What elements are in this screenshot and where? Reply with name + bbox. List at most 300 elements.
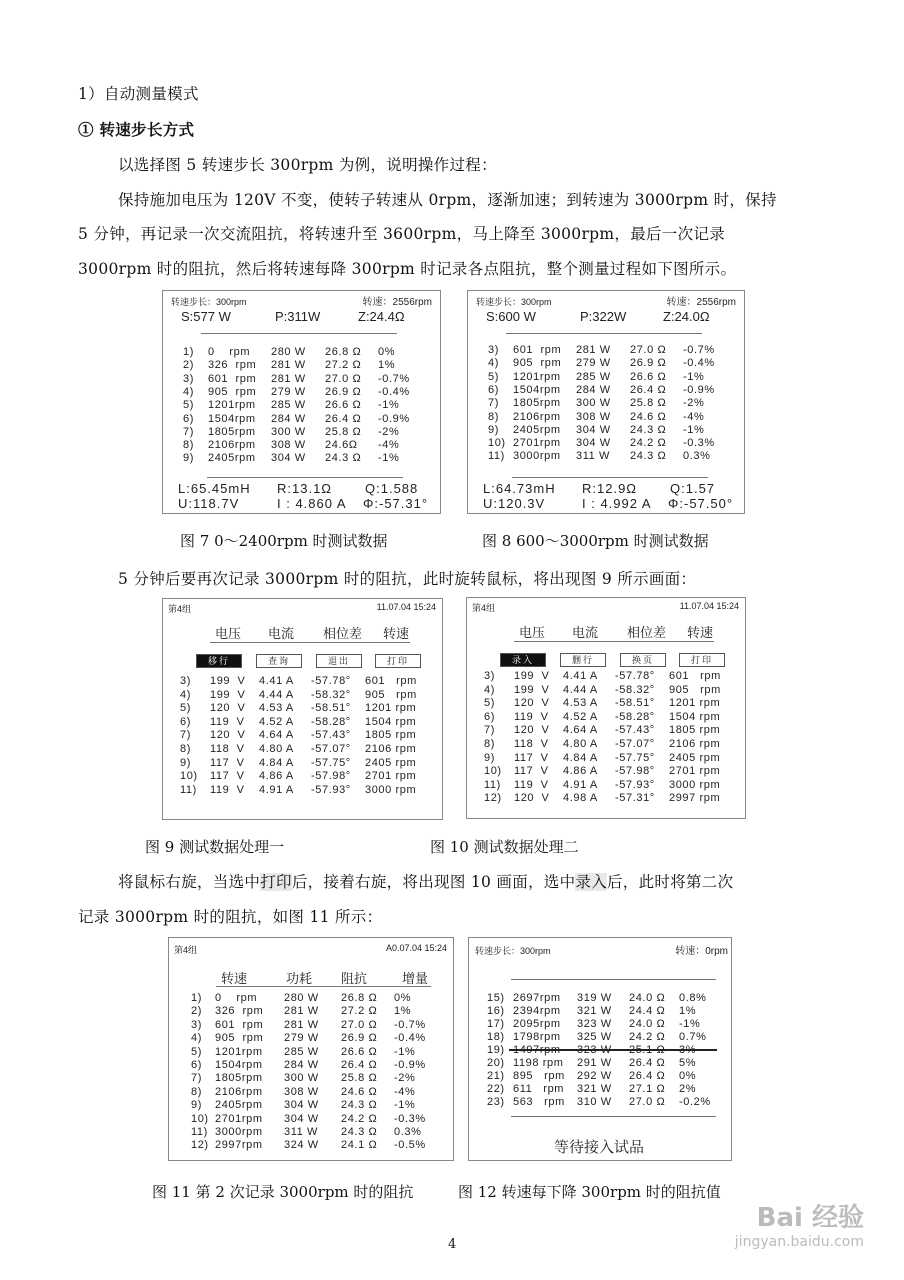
cell: -2% [378,425,400,438]
table-row [169,1086,453,1100]
voltage: U:120.3V [483,496,546,511]
cell: 0.7% [679,1031,707,1043]
cell: 5) [488,370,499,383]
cell: 304 W [284,1112,319,1125]
watermark [735,1197,864,1250]
table-row [469,1005,731,1019]
cell: 304 W [271,452,306,465]
cell: 2405 rpm [669,751,721,764]
cell: 118 V [210,743,245,755]
cell: 199 V [514,670,550,682]
figure-8-screen [467,290,745,514]
strike-line [509,1049,717,1051]
cell: 4.84 A [563,751,598,764]
table-row [468,344,744,358]
cell: -4% [683,410,705,423]
table-row [469,1096,731,1110]
cell: 601 rpm [669,670,721,682]
cell: 1805rpm [513,397,561,410]
cell: 4.84 A [259,756,294,769]
cell: 6) [180,715,191,728]
cell: 26.8 Ω [325,346,362,358]
cell: 119 V [514,778,549,791]
cell: -1% [683,423,705,436]
cell: 2405rpm [513,423,561,436]
cell: 4.52 A [259,715,294,728]
table-row [469,992,731,1006]
cell: 281 W [271,359,306,372]
cell: 0 rpm [215,992,258,1004]
cell: 12) [484,792,502,805]
cell: 601 rpm [513,344,562,356]
table-row [467,684,745,698]
cell: 18) [487,1031,505,1043]
datetime: 11.07.04 15:24 [376,602,436,612]
cell: 117 V [210,770,245,783]
cell: 118 V [514,738,549,750]
highlight-print: 打印 [260,873,292,891]
cell: 6) [183,412,194,425]
cell: 26.9 Ω [630,357,667,370]
cell: 24.2 Ω [630,437,667,450]
cell: -57.75° [311,756,351,769]
cell: 563 rpm [513,1096,565,1108]
cell: 24.6Ω [325,439,358,452]
cell: 1805rpm [208,425,256,438]
table-row [163,439,440,453]
cell: 119 V [210,783,245,796]
cell: -1% [394,1099,416,1112]
apparent-power: S:600 W [486,309,536,324]
paragraph: 记录 3000rpm 时的阻抗，如图 11 所示： [78,908,383,926]
cell: 4.86 A [563,765,598,778]
cell: 4) [488,357,499,370]
cell: -4% [378,439,400,452]
cell: 1201rpm [215,1045,263,1058]
paragraph: 保持施加电压为 120V 不变，使转子转速从 0rpm，逐渐加速；到转速为 3000rpm 时，保持 [118,191,777,209]
cell: -0.3% [394,1112,426,1125]
cell: 0% [394,992,412,1004]
cell: 24.0 Ω [629,992,666,1004]
cell: 3) [484,670,495,682]
cell: 284 W [271,412,306,425]
cell: 905 rpm [669,683,721,696]
column-header: 转速 [383,626,410,641]
cell: 2405rpm [208,452,256,465]
cell: 120 V [210,729,246,742]
cell: 2106rpm [208,439,256,452]
text: 后，接着右旋，将出现图 10 画面，选中 [291,873,576,891]
cell: 117 V [210,756,245,769]
cell: 285 W [271,399,306,412]
table-row [469,1083,731,1097]
cell: 24.6 Ω [630,410,667,423]
table-row [467,711,745,725]
cell: 2106rpm [513,410,561,423]
cell: 4.44 A [563,683,598,696]
cell: 1504rpm [208,412,256,425]
cell: 0% [378,346,396,358]
cell: 1504 rpm [365,715,417,728]
cell: -0.4% [683,357,715,370]
cell: -57.78° [311,675,351,687]
column-header: 电流 [268,626,295,641]
cell: 325 W [577,1031,612,1043]
cell: 601 rpm [365,675,417,687]
cell: 24.3 Ω [630,450,667,463]
cell: -57.93° [615,778,655,791]
button-3[interactable]: 退出 [316,654,362,668]
cell: 9) [488,423,499,436]
cell: 26.6 Ω [630,370,667,383]
cell: 281 W [284,1005,319,1018]
cell: 4.98 A [563,792,598,805]
cell: 895 rpm [513,1070,565,1082]
button-2[interactable]: 删行 [560,653,606,667]
cell: 27.0 Ω [629,1096,666,1108]
cell: 905 rpm [513,357,562,370]
cell: 284 W [576,383,611,396]
cell: -0.7% [378,372,410,385]
table-row [467,738,745,752]
cell: 4.52 A [563,710,598,723]
cell: 308 W [284,1085,319,1098]
cell: 5) [191,1045,202,1058]
cell: 1805 rpm [365,729,417,742]
cell: 7) [180,729,191,742]
cell: 27.2 Ω [325,359,362,372]
table-row [163,413,440,427]
cell: 11) [191,1126,208,1138]
button-2[interactable]: 查询 [256,654,302,668]
cell: 1201 rpm [669,697,721,710]
table-row [169,1059,453,1073]
resistance: R:12.9Ω [582,481,638,496]
cell: 321 W [577,1005,612,1017]
cell: 2% [679,1083,697,1095]
cell: 117 V [514,751,549,764]
table-row [468,371,744,385]
current: I : 4.860 A [277,496,347,511]
cell: 905 rpm [208,385,257,398]
table-row [467,724,745,738]
table-row [467,752,745,766]
cell: -0.7% [683,344,715,356]
cell: 26.4 Ω [629,1057,666,1069]
divider [512,477,708,478]
cell: 7) [191,1072,202,1085]
cell: 24.4 Ω [629,1005,666,1017]
cell: 9) [191,1099,202,1112]
cell: 27.0 Ω [630,344,667,356]
cell: 0.8% [679,992,707,1004]
cell: 19) [487,1044,505,1056]
heading-speed-step: ① 转速步长方式 [78,120,195,139]
cell: -0.5% [394,1139,426,1152]
cell: 0% [679,1070,697,1082]
current-speed: 转速：0rpm [675,946,728,957]
table-row [469,1070,731,1084]
paragraph: 3000rpm 时的阻抗，然后将转速每降 300rpm 时记录各点阻抗，整个测量过程如下图所示。 [78,260,737,278]
cell: 2) [183,359,194,372]
column-header: 阻抗 [341,971,368,986]
divider [514,641,714,642]
cell: -4% [394,1085,416,1098]
cell: 24.0 Ω [629,1018,666,1030]
cell: 8) [180,743,191,755]
impedance: Z:24.0Ω [663,309,710,324]
cell: 12) [191,1139,209,1152]
table-row [163,702,442,716]
cell: 4.91 A [563,778,598,791]
cell: 1198 rpm [513,1057,564,1069]
table-row [468,450,744,464]
table-row [467,765,745,779]
divider [216,986,431,987]
caption-fig12: 图 12 转速每下降 300rpm 时的阻抗值 [458,1183,721,1201]
cell: 120 V [514,724,550,737]
current-speed: 转速：2556rpm [362,297,432,308]
cell: 1201 rpm [365,702,417,715]
table-row [169,1113,453,1127]
cell: -58.51° [615,697,655,710]
watermark-brand: Bai 经验 [756,1203,864,1233]
cell: 4.64 A [259,729,294,742]
cell: 1) [183,346,194,358]
cell: 26.4 Ω [630,383,667,396]
highlight-enter: 录入 [575,873,607,891]
cell: 26.4 Ω [341,1059,378,1071]
cell: 2106 rpm [669,738,721,750]
quality-factor: Q:1.57 [670,481,716,496]
cell: 5% [679,1057,697,1069]
button-4[interactable]: 打印 [679,653,725,667]
cell: 2697rpm [513,992,561,1004]
cell: 26.9 Ω [341,1032,378,1045]
cell: 611 rpm [513,1083,565,1095]
column-header: 转速 [687,625,714,640]
table-row [468,424,744,438]
cell: 3) [180,675,191,687]
paragraph [118,870,733,892]
cell: -1% [683,370,705,383]
divider [506,333,702,334]
cell: 5) [180,702,191,715]
cell: 4.53 A [259,702,294,715]
cell: 311 W [284,1126,318,1138]
cell: -58.32° [311,688,351,701]
table-row [169,1005,453,1019]
caption-fig7: 图 7 0～2400rpm 时测试数据 [180,532,388,550]
cell: 9) [183,452,194,465]
text: 将鼠标右旋，当选中 [118,873,261,891]
cell: 0.3% [394,1126,422,1138]
cell: 24.3 Ω [341,1126,378,1138]
cell: 281 W [271,372,306,385]
button-1[interactable]: 录入 [500,653,546,667]
divider [511,1116,716,1117]
table-row [169,992,453,1006]
cell: 4.53 A [563,697,598,710]
table-row [467,670,745,684]
cell: 2997rpm [215,1139,263,1152]
cell: 2997 rpm [669,792,721,805]
cell: 2405rpm [215,1099,263,1112]
cell: 300 W [576,397,611,410]
divider [207,477,403,478]
cell: 4.64 A [563,724,598,737]
voltage: U:118.7V [178,496,240,511]
status-message: 等待接入试品 [554,1139,645,1156]
table-row [163,452,440,466]
table-row [163,359,440,373]
cell: -1% [679,1018,701,1030]
column-header: 电流 [572,625,599,640]
cell: 199 V [514,683,550,696]
cell: 4) [191,1032,202,1045]
cell: 119 V [514,710,549,723]
table-row [469,1018,731,1032]
text: 后，此时将第二次 [607,873,734,891]
cell: 24.3 Ω [325,452,362,465]
cell: 24.3 Ω [630,423,667,436]
cell: 120 V [210,702,246,715]
divider [511,979,716,980]
page-number: 4 [448,1237,457,1252]
cell: 285 W [284,1045,319,1058]
quality-factor: Q:1.588 [365,481,419,496]
table-row [163,743,442,757]
table-row [469,1044,731,1058]
column-header: 电压 [215,626,242,641]
caption-fig9: 图 9 测试数据处理一 [145,838,285,856]
cell: 905 rpm [215,1032,264,1045]
table-row [163,689,442,703]
cell: 4.41 A [563,670,598,682]
cell: 17) [487,1018,505,1030]
cell: 16) [487,1005,505,1017]
table-row [163,426,440,440]
table-row [169,1139,453,1153]
apparent-power: S:577 W [181,309,231,324]
cell: 2394rpm [513,1005,561,1017]
cell: -57.07° [311,743,351,755]
cell: -57.43° [615,724,655,737]
cell: 25.8 Ω [630,397,667,410]
cell: 26.9 Ω [325,385,362,398]
watermark-url: jingyan.baidu.com [734,1234,864,1250]
figure-12-screen [468,937,732,1161]
cell: 9) [484,751,495,764]
cell: 1805 rpm [669,724,721,737]
cell: 4.80 A [563,738,598,750]
cell: 20) [487,1057,505,1069]
cell: 280 W [284,992,319,1004]
table-row [169,1046,453,1060]
table-row [169,1019,453,1033]
active-power: P:311W [275,309,321,324]
table-row [468,411,744,425]
cell: 6) [484,710,495,723]
column-header: 增量 [402,971,429,986]
figure-11-screen [168,937,454,1161]
cell: 4) [484,683,495,696]
cell: 27.0 Ω [341,1018,378,1031]
cell: 199 V [210,688,246,701]
cell: 280 W [271,346,306,358]
cell: 10) [191,1112,209,1125]
table-row [467,697,745,711]
table-row [163,757,442,771]
cell: 5) [183,399,194,412]
phase-angle: Φ:-57.50° [668,496,734,511]
cell: 0 rpm [208,346,251,358]
cell: -0.9% [394,1059,426,1071]
impedance: Z:24.4Ω [358,309,405,324]
group-label: 第4组 [168,604,192,614]
cell: -0.9% [683,383,715,396]
cell: -58.32° [615,683,655,696]
cell: 26.4 Ω [629,1070,666,1082]
table-row [468,397,744,411]
caption-fig11: 图 11 第 2 次记录 3000rpm 时的阻抗 [152,1183,414,1201]
group-label: 第4组 [472,603,496,613]
cell: 27.2 Ω [341,1005,378,1018]
cell: 279 W [271,385,306,398]
cell: 3000 rpm [365,783,417,796]
table-row [469,1031,731,1045]
inductance: L:64.73mH [483,481,556,496]
cell: -0.7% [394,1018,426,1031]
cell: 304 W [576,423,611,436]
table-row [169,1099,453,1113]
cell: 24.6 Ω [341,1085,378,1098]
cell: 1504 rpm [669,710,721,723]
cell: 25.8 Ω [325,425,362,438]
table-row [468,384,744,398]
cell: 310 W [577,1096,612,1108]
cell: 10) [484,765,502,778]
table-row [468,437,744,451]
cell: 199 V [210,675,246,687]
cell: 319 W [577,992,612,1004]
cell: 117 V [514,765,549,778]
button-1[interactable]: 移行 [196,654,242,668]
cell: 324 W [284,1139,319,1152]
table-row [469,1057,731,1071]
cell: 905 rpm [365,688,417,701]
cell: -0.2% [679,1096,711,1108]
cell: 7) [183,425,194,438]
button-4[interactable]: 打印 [375,654,421,668]
cell: 3) [183,372,194,385]
cell: 2) [191,1005,202,1018]
cell: 3) [488,344,499,356]
button-3[interactable]: 换页 [620,653,666,667]
cell: 24.3 Ω [341,1099,378,1112]
cell: 7) [488,397,499,410]
cell: 26.6 Ω [341,1045,378,1058]
cell: 601 rpm [208,372,257,385]
cell: 308 W [271,439,306,452]
cell: 27.0 Ω [325,372,362,385]
cell: 25.8 Ω [341,1072,378,1085]
column-header: 电压 [519,625,546,640]
cell: -0.4% [378,385,410,398]
cell: 1504rpm [215,1059,263,1071]
cell: 10) [488,437,506,450]
cell: 281 W [576,344,611,356]
